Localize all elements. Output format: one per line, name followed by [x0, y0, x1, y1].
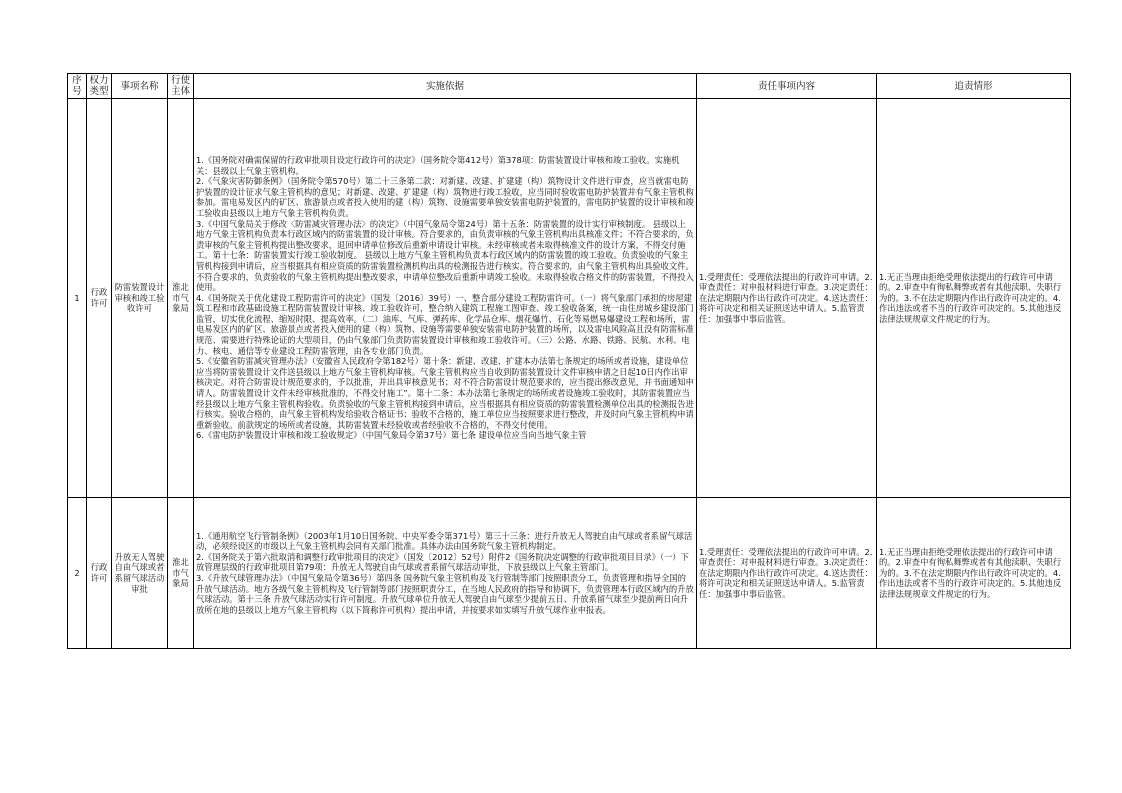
row-duty: 1.受理责任：受理依法提出的行政许可申请。2.审查责任：对申报材料进行审查。3.决定责任：在法定期限内作出行政许可决定。4.送达责任：将许可决定和相关证照送达申请人。5.监管责任：加强事中事后监管。 — [697, 498, 877, 649]
row-subject: 淮北市气象局 — [168, 498, 194, 649]
header-duty: 责任事项内容 — [697, 74, 877, 99]
header-type: 权力类型 — [87, 74, 112, 99]
row-type: 行政许可 — [87, 498, 112, 649]
basis-item: 2.《国务院关于第六批取消和调整行政审批项目的决定》（国发〔2012〕52号）附件2《国务院决定调整的行政审批项目目录》（一）下放管理层级的行政审批项目第79项：升放无人驾驶自由气球或者系留气球活动审批，下放县级以上气象主管部门。 — [196, 551, 689, 573]
row-basis — [194, 99, 697, 498]
table-row — [68, 498, 1071, 649]
basis-item: 2.《气象灾害防御条例》（国务院令第570号）第二十三条第二款：对新建、改建、扩建建（构）筑物设计文件进行审查，应当就雷电防护装置的设计征求气象主管机构的意见；对新建、改建、扩建建（构）筑物进行竣工验收，应当同时验收雷电防护装置并有气象主管机构参加。雷电易发区内的矿区、旅游景点或者投入使用的建（构）筑物、设施需要单独安装雷电防护装置的，雷电防护装置的设计审核和竣工验收由县级以上地方气象主管机构负责。 — [196, 176, 694, 218]
header-seq: 序号 — [68, 74, 87, 99]
row-name: 防雷装置设计审核和竣工验收许可 — [112, 99, 168, 498]
row-name: 升放无人驾驶自由气球或者系留气球活动审批 — [112, 498, 168, 649]
basis-item: 1.《国务院对确需保留的行政审批项目设定行政许可的决定》（国务院令第412号）第378项：防雷装置设计审核和竣工验收。实施机关：县级以上气象主管机构。 — [196, 154, 680, 176]
responsibility-table — [67, 73, 1071, 649]
row-accountability: 1.无正当理由拒绝受理依法提出的行政许可申请的。2.审查中有徇私舞弊或者有其他渎职、失职行为的。3.不在法定期限内作出行政许可决定的。4.作出违法或者不当的行政许可决定的。5.其他违反法律法规规章文件规定的行为。 — [877, 498, 1071, 649]
table-row — [68, 99, 1071, 498]
header-accountability: 追责情形 — [877, 74, 1071, 99]
row-type: 行政许可 — [87, 99, 112, 498]
row-accountability: 1.无正当理由拒绝受理依法提出的行政许可申请的。2.审查中有徇私舞弊或者有其他渎职、失职行为的。3.不在法定期限内作出行政许可决定的。4.作出违法或者不当的行政许可决定的。5.其他违反法律法规规章文件规定的行为。 — [877, 99, 1071, 498]
row-seq: 2 — [68, 498, 87, 649]
basis-item: 5.《安徽省防雷减灾管理办法》（安徽省人民政府令第182号）第十条：新建、改建、扩建本办法第七条规定的场所或者设施，建设单位应当将防雷装置设计文件送县级以上地方气象主管机构审核。气象主管机构应当自收到防雷装置设计文件审核申请之日起10日内作出审核决定。对符合防雷设计规范要求的，予以批准，并出具审核意见书；对不符合防雷设计规范要求的，应当提出修改意见，并书面通知申请人。防雷装置设计文件未经审核批准的，不得交付施工”。第十二条：本办法第七条规定的场所或者设施竣工验收时，其防雷装置应当经县级以上地方气象主管机构验收。负责验收的气象主管机构接到申请后，应当根据具有相应资质的防雷装置检测单位出具的检测报告进行核实。验收合格的，由气象主管机构发给验收合格证书；验收不合格的，施工单位应当按照要求进行整改，并及时向气象主管机构申请重新验收。前款规定的场所或者设施，其防雷装置未经验收或者经验收不合格的，不得交付使用。 — [196, 356, 694, 430]
row-seq: 1 — [68, 99, 87, 498]
row-duty: 1.受理责任：受理依法提出的行政许可申请。2.审查责任：对申报材料进行审查。3.决定责任：在法定期限内作出行政许可决定。4.送达责任：将许可决定和相关证照送达申请人。5.监管责任：加强事中事后监管。 — [697, 99, 877, 498]
header-row — [68, 74, 1071, 99]
row-basis — [194, 498, 697, 649]
header-name: 事项名称 — [112, 74, 168, 99]
row-subject: 淮北市气象局 — [168, 99, 194, 498]
header-subject: 行使主体 — [168, 74, 194, 99]
header-basis: 实施依据 — [194, 74, 697, 99]
basis-item: 3.《中国气象局关于修改〈防雷减灾管理办法〉的决定》（中国气象局令第24号）第十五条：防雷装置的设计实行审核制度。 县级以上地方气象主管机构负责本行政区域内的防雷装置的设计审核。符合要求的，由负责审核的气象主管机构出具核准文件；不符合要求的，负责审核的气象主管机构提出整改要求，退回申请单位修改后重新申请设计审核。未经审核或者未取得核准文件的设计方案，不得交付施工。第十七条：防雷装置实行竣工验收制度。 县级以上地方气象主管机构负责本行政区域内的防雷装置的竣工验收。负责验收的气象主管机构接到申请后，应当根据具有相应资质的防雷装置检测机构出具的检测报告进行核实。符合要求的，由气象主管机构出具验收文件。不符合要求的，负责验收的气象主管机构提出整改要求，申请单位整改后重新申请竣工验收。未取得验收合格文件的防雷装置，不得投入使用。 — [196, 218, 694, 293]
basis-item: 3.《升放气球管理办法》（中国气象局令第36号）第四条 国务院气象主管机构及飞行管制等部门按照职责分工，负责管理和指导全国的升放气球活动。地方各级气象主管机构及飞行管制等部门按照职责分工，在当地人民政府的指导和协调下，负责管理本行政区域内的升放气球活动。第十三条 升放气球活动实行许可制度。升放气球单位升放无人驾驶自由气球至少提前五日、升放系留气球至少提前两日向升放所在地的县级以上地方气象主管机构（以下简称许可机构）提出申请，并按要求如实填写升放气球作业申报表。 — [196, 573, 694, 615]
basis-item: 4.《国务院关于优化建设工程防雷许可的决定》（国发〔2016〕39号）一、整合部分建设工程防雷许可。（一）将气象部门承担的房屋建筑工程和市政基础设施工程防雷装置设计审核、竣工验收许可，整合纳入建筑工程施工图审查、竣工验收备案，统一由住房城乡建设部门监管，切实优化流程、缩短时限、提高效率。（二）油库、气库、弹药库、化学品仓库、烟花爆竹、石化等易燃易爆建设工程和场所，雷电易发区内的矿区、旅游景点或者投入使用的建（构）筑物、设施等需要单独安装雷电防护装置的场所，以及雷电风险高且没有防雷标准规范、需要进行特殊论证的大型项目，仍由气象部门负责防雷装置设计审核和竣工验收许可。（三）公路、水路、铁路、民航、水利、电力、核电、通信等专业建设工程防雷管理，由各专业部门负责。 — [196, 292, 694, 356]
basis-item: 1.《通用航空飞行管制条例》（2003年1月10日国务院、中央军委令第371号）第三十三条：进行升放无人驾驶自由气球或者系留气球活动，必须经设区的市级以上气象主管机构会同有关部门批准。具体办法由国务院气象主管机构制定。 — [196, 530, 693, 552]
basis-item: 6.《雷电防护装置设计审核和竣工验收规定》（中国气象局令第37号）第七条 建设单位应当向当地气象主管 — [196, 430, 587, 441]
